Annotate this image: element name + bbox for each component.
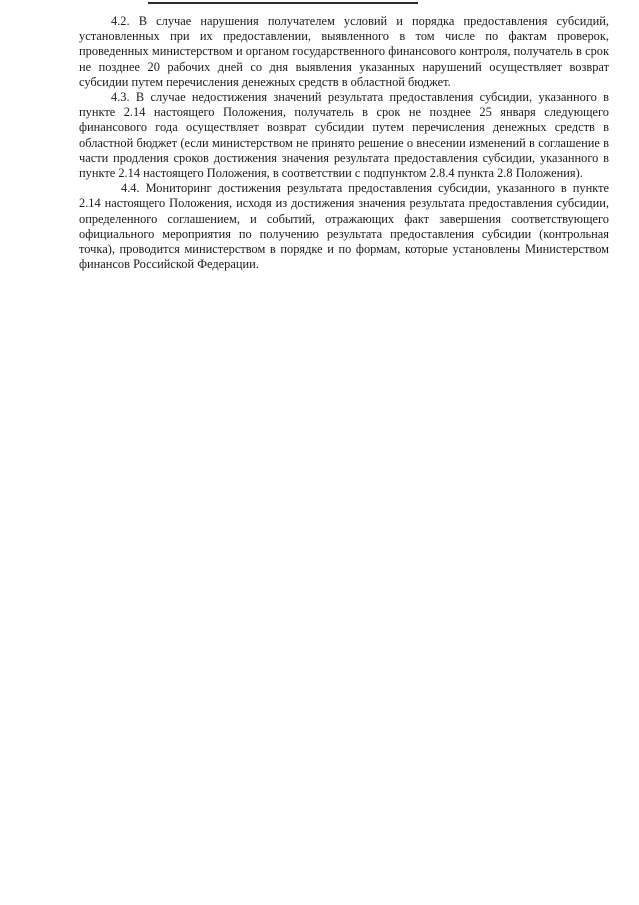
top-rule-divider <box>148 2 418 4</box>
paragraph-4-2: 4.2. В случае нарушения получателем условий и порядка предоставления субсидий, установленных при их предоставлении, выявленного в том числе по фактам проверок, проведенных министерством и органом государственного финансового контроля, получатель в срок не позднее 20 рабочих дней со дня выявления указанных нарушений осуществляет возврат субсидии путем перечисления денежных средств в областной бюджет. <box>79 14 609 89</box>
paragraph-4-3: 4.3. В случае недостижения значений результата предоставления субсидии, указанного в пункте 2.14 настоящего Положения, получатель в срок не позднее 25 января следующего финансового года осуществляет возврат субсидии путем перечисления денежных средств в областной бюджет (если министерством не принято решение о внесении изменений в соглашение в части продления сроков достижения значения результата предоставления субсидии, указанного в пункте 2.14 настоящего Положения, в соответствии с подпунктом 2.8.4 пункта 2.8 Положения). <box>79 90 609 181</box>
paragraph-4-4: 4.4. Мониторинг достижения результата предоставления субсидии, указанного в пункте 2.14 настоящего Положения, исходя из достижения значения результата предоставления субсидии, определенного соглашением, и событий, отражающих факт завершения соответствующего официального мероприятия по получению результата предоставления субсидии (контрольная точка), проводится министерством в порядке и по формам, которые установлены Министерством финансов Российской Федерации. <box>79 181 609 272</box>
document-body <box>79 14 609 272</box>
